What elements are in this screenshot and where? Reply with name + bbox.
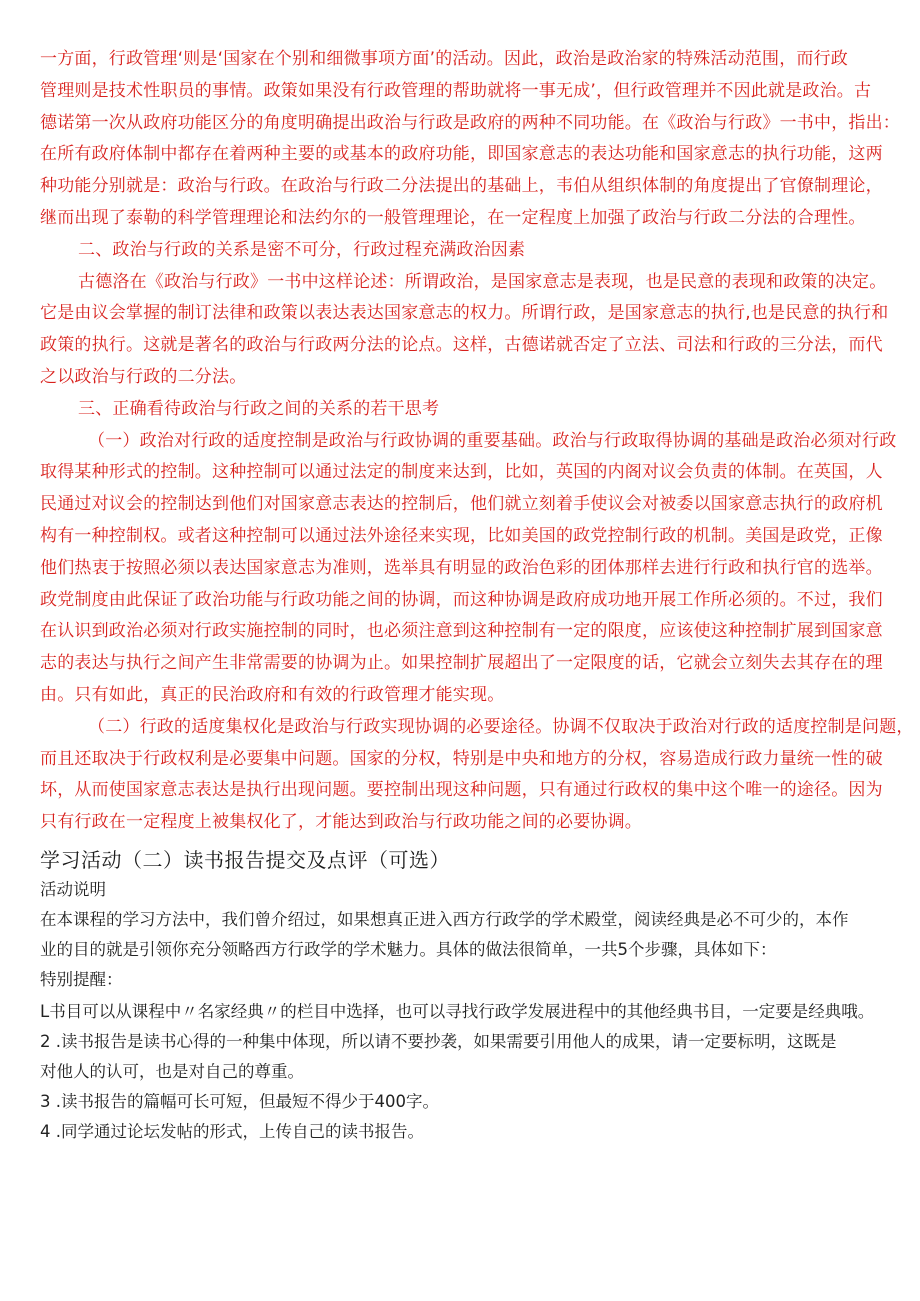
text-line: 构有一种控制权。或者这种控制可以通过法外途径来实现，比如美国的政党控制行政的机制。美国是政党，正像 [40, 525, 883, 546]
text-line: 在认识到政治必须对行政实施控制的同时，也必须注意到这种控制有一定的限度，应该使这种控制扩展到国家意 [40, 621, 883, 642]
text-line: 古德洛在《政治与行政》一书中这样论述：所谓政治，是国家意志是表现，也是民意的表现和政策的决定。 [78, 271, 887, 292]
text-line: 在本课程的学习方法中，我们曾介绍过，如果想真正进入西方行政学的学术殿堂，阅读经典是必不可少的，本作 [40, 909, 849, 929]
activity-title: 学习活动（二）读书报告提交及点评（可选） [40, 847, 450, 872]
list-item: 4 .同学通过论坛发帖的形式，上传自己的读书报告。 [40, 1121, 424, 1141]
text-line: （一）政治对行政的适度控制是政治与行政协调的重要基础。政治与行政取得协调的基础是政治必须对行政 [88, 430, 897, 451]
text-line: 一方面，行政管理‘则是‘国家在个别和细微事项方面’的活动。因此，政治是政治家的特殊活动范围，而行政 [40, 49, 849, 69]
text-line: 政党制度由此保证了政治功能与行政功能之间的协调，而这种协调是政府成功地开展工作所必须的。不过，我们 [40, 589, 883, 610]
list-item: 2 .读书报告是读书心得的一种集中体现，所以请不要抄袭，如果需要引用他人的成果，请一定要标明，这既是 [40, 1031, 837, 1051]
paragraph-goodnow-argument [40, 267, 890, 394]
text-line: 民通过对议会的控制达到他们对国家意志表达的控制后，他们就立刻着手使议会对被委以国家意志执行的政府机 [40, 494, 883, 515]
text-line: 政策的执行。这就是著名的政治与行政两分法的论点。这样，古德诺就否定了立法、司法和行政的三分法，而代 [40, 335, 883, 356]
activity-intro [40, 905, 890, 965]
text-line: 管理则是技术性职员的事情。政策如果没有行政管理的帮助就将一事无成’，但行政管理并不因此就是政治。古 [40, 80, 872, 101]
heading-section-two: 二、政治与行政的关系是密不可分，行政过程充满政治因素 [78, 239, 526, 260]
text-line: 业的目的就是引领你充分领略西方行政学的学术魅力。具体的做法很简单，一共5个步骤，具体如下： [40, 939, 777, 959]
list-item: L书目可以从课程中〃名家经典〃的栏目中选择，也可以寻找行政学发展进程中的其他经典书目，一定要是经典哦。 [40, 1001, 875, 1021]
list-item-continuation: 对他人的认可，也是对自己的尊重。 [40, 1061, 304, 1081]
text-line: （二）行政的适度集权化是政治与行政实现协调的必要途径。协调不仅取决于政治对行政的适度控制是问题， [88, 716, 914, 737]
text-line: 之以政治与行政的二分法。 [40, 366, 247, 387]
reminder-list [40, 997, 890, 1147]
text-line: 种功能分别就是：政治与行政。在政治与行政二分法提出的基础上，韦伯从组织体制的角度提出了官僚制理论， [40, 176, 883, 197]
paragraph-centralization [40, 712, 914, 839]
activity-subtitle: 活动说明 [40, 879, 106, 899]
reminder-label: 特别提醒： [40, 969, 123, 989]
text-line: 德诺第一次从政府功能区分的角度明确提出政治与行政是政府的两种不同功能。在《政治与行政》一书中，指出： [40, 112, 900, 133]
paragraph-political-control [40, 426, 897, 712]
text-line: 在所有政府体制中都存在着两种主要的或基本的政府功能，即国家意志的表达功能和国家意志的执行功能，这两 [40, 144, 883, 165]
text-line: 志的表达与执行之间产生非常需要的协调为止。如果控制扩展超出了一定限度的话，它就会立刻失去其存在的理 [40, 653, 883, 674]
text-line: 而且还取决于行政权利是必要集中问题。国家的分权，特别是中央和地方的分权，容易造成行政力量统一性的破 [40, 748, 883, 769]
text-line: 取得某种形式的控制。这种控制可以通过法定的制度来达到，比如，英国的内阁对议会负责的体制。在英国，人 [40, 462, 883, 483]
text-line: 坏，从而使国家意志表达是执行出现问题。要控制出现这种问题，只有通过行政权的集中这个唯一的途径。因为 [40, 780, 883, 801]
text-line: 只有行政在一定程度上被集权化了，才能达到政治与行政功能之间的必要协调。 [40, 812, 642, 833]
text-line: 他们热衷于按照必须以表达国家意志为准则，选举具有明显的政治色彩的团体那样去进行行政和执行官的选举。 [40, 557, 883, 578]
document-page [40, 44, 914, 1147]
text-line: 由。只有如此，真正的民治政府和有效的行政管理才能实现。 [40, 684, 505, 705]
paragraph-politics-administration-intro [40, 44, 900, 235]
text-line: 它是由议会掌握的制订法律和政策以表达表达国家意志的权力。所谓行政，是国家意志的执行,也是民意的执行和 [40, 303, 889, 324]
text-line: 继而出现了泰勒的科学管理理论和法约尔的一般管理理论，在一定程度上加强了政治与行政二分法的合理性。 [40, 207, 866, 228]
list-item: 3 .读书报告的篇幅可长可短，但最短不得少于400字。 [40, 1091, 439, 1111]
heading-section-three: 三、正确看待政治与行政之间的关系的若干思考 [78, 398, 440, 419]
